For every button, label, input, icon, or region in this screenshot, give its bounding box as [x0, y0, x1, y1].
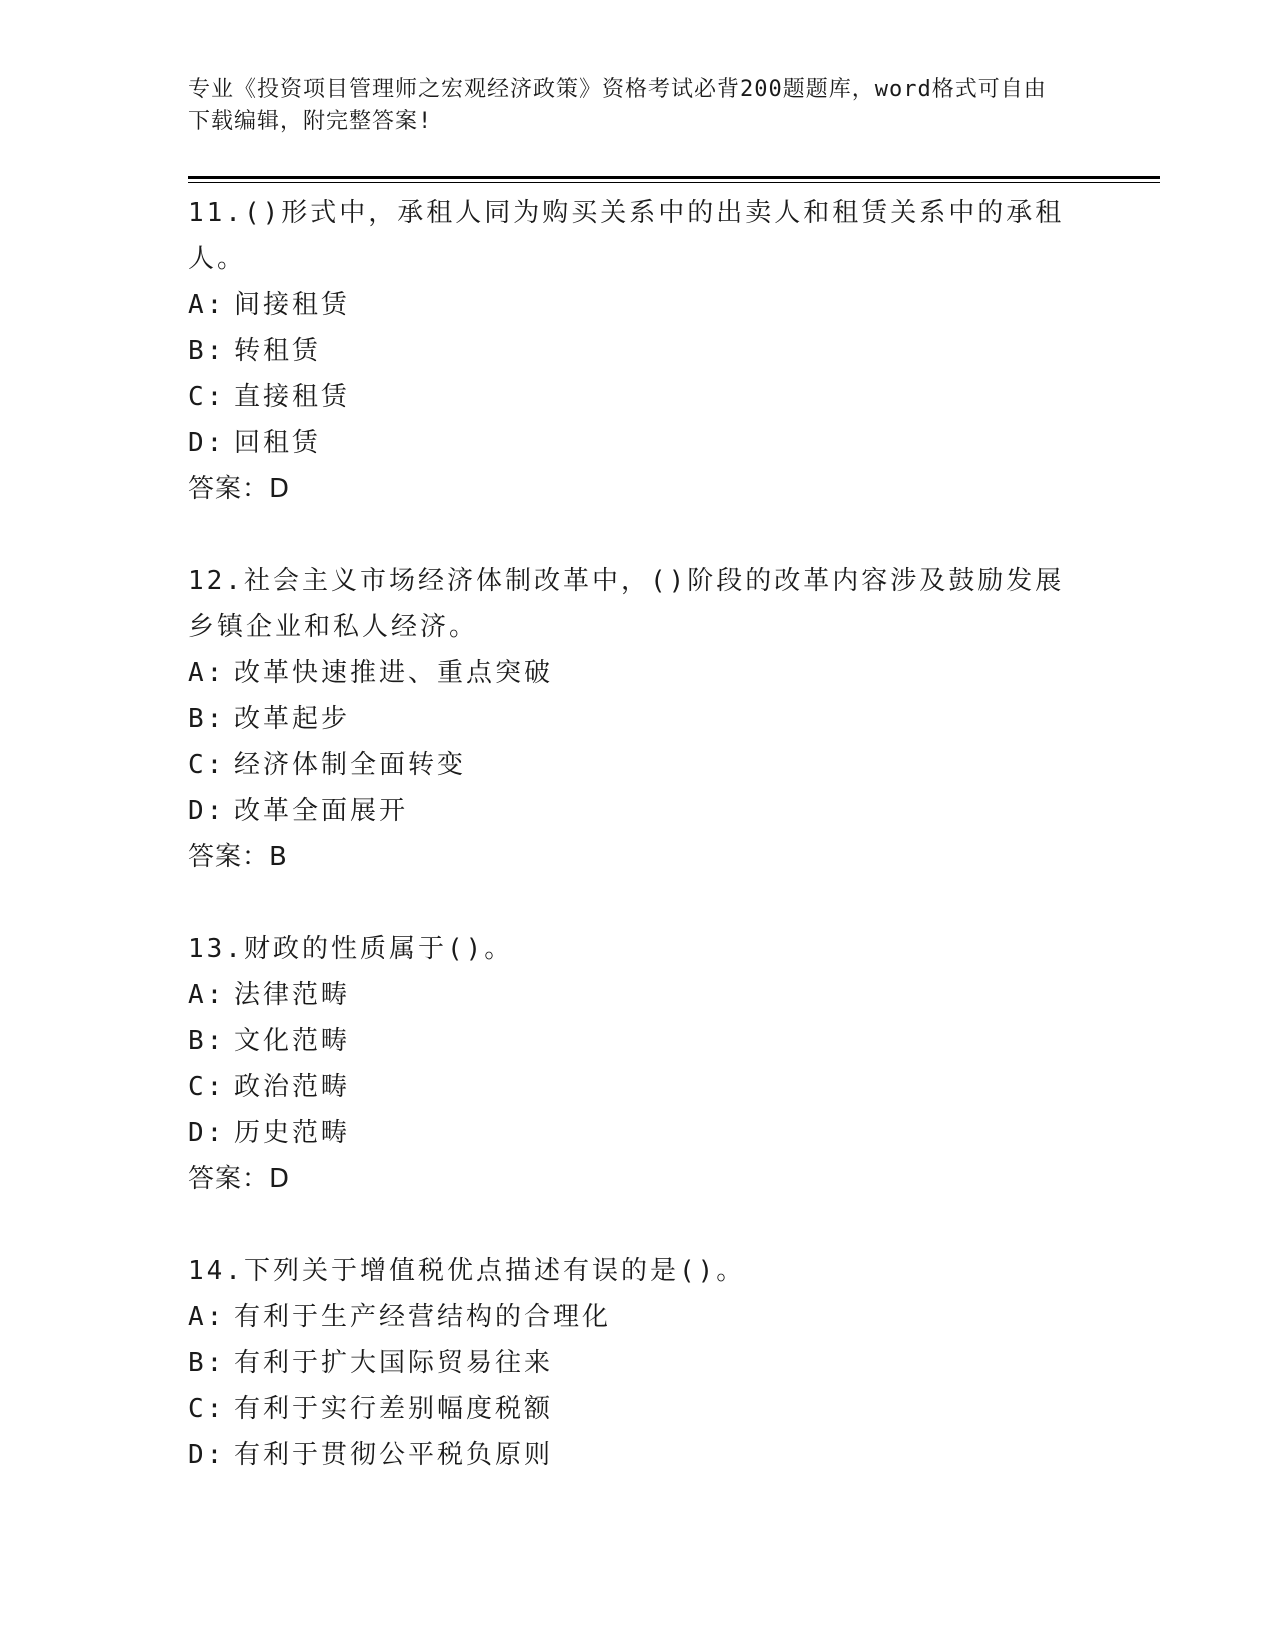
option-b: [188, 1340, 1088, 1386]
document-header: 专业《投资项目管理师之宏观经济政策》资格考试必背200题题库，word格式可自由下载编辑，附完整答案!: [188, 77, 1047, 134]
option-d: [188, 1432, 1088, 1478]
question-11: [188, 190, 1088, 512]
option-text: 有利于实行差别幅度税额: [234, 1394, 554, 1424]
question-12: [188, 558, 1088, 880]
option-key: D:: [188, 1440, 226, 1470]
option-text: 法律范畴: [234, 980, 351, 1010]
option-c: [188, 374, 1088, 420]
option-text: 间接租赁: [234, 290, 351, 320]
option-key: C:: [188, 1072, 226, 1102]
option-key: B:: [188, 704, 226, 734]
option-key: D:: [188, 1118, 226, 1148]
option-a: [188, 1294, 1088, 1340]
option-d: [188, 788, 1088, 834]
option-key: A:: [188, 980, 226, 1010]
question-14: [188, 1248, 1088, 1478]
option-text: 直接租赁: [234, 382, 351, 412]
question-list: [188, 190, 1088, 1524]
answer-line: 答案：D: [188, 474, 291, 504]
option-b: [188, 696, 1088, 742]
option-text: 有利于生产经营结构的合理化: [234, 1302, 612, 1332]
option-a: [188, 972, 1088, 1018]
question-stem: 12.社会主义市场经济体制改革中，()阶段的改革内容涉及鼓励发展乡镇企业和私人经济。: [188, 566, 1065, 642]
question-stem: 14.下列关于增值税优点描述有误的是()。: [188, 1256, 746, 1286]
option-c: [188, 1386, 1088, 1432]
option-b: [188, 328, 1088, 374]
option-text: 改革全面展开: [234, 796, 409, 826]
option-text: 改革起步: [234, 704, 351, 734]
option-text: 政治范畴: [234, 1072, 351, 1102]
option-key: A:: [188, 290, 226, 320]
question-13: [188, 926, 1088, 1202]
question-stem: 11.()形式中，承租人同为购买关系中的出卖人和租赁关系中的承租人。: [188, 198, 1065, 274]
header-divider-thin: [188, 182, 1160, 183]
option-c: [188, 1064, 1088, 1110]
option-text: 转租赁: [234, 336, 322, 366]
option-key: A:: [188, 1302, 226, 1332]
option-c: [188, 742, 1088, 788]
answer-line: 答案：B: [188, 842, 288, 872]
option-d: [188, 420, 1088, 466]
option-key: B:: [188, 1348, 226, 1378]
option-key: C:: [188, 382, 226, 412]
option-b: [188, 1018, 1088, 1064]
option-key: B:: [188, 336, 226, 366]
option-text: 文化范畴: [234, 1026, 351, 1056]
option-d: [188, 1110, 1088, 1156]
option-text: 有利于扩大国际贸易往来: [234, 1348, 554, 1378]
option-text: 有利于贯彻公平税负原则: [234, 1440, 554, 1470]
question-stem: 13.财政的性质属于()。: [188, 934, 514, 964]
option-a: [188, 650, 1088, 696]
option-text: 改革快速推进、重点突破: [234, 658, 554, 688]
option-key: A:: [188, 658, 226, 688]
answer-line: 答案：D: [188, 1164, 291, 1194]
option-key: D:: [188, 796, 226, 826]
option-key: D:: [188, 428, 226, 458]
option-a: [188, 282, 1088, 328]
option-key: C:: [188, 750, 226, 780]
option-text: 经济体制全面转变: [234, 750, 467, 780]
option-key: C:: [188, 1394, 226, 1424]
option-text: 历史范畴: [234, 1118, 351, 1148]
option-text: 回租赁: [234, 428, 322, 458]
header-divider-thick: [188, 176, 1160, 179]
option-key: B:: [188, 1026, 226, 1056]
